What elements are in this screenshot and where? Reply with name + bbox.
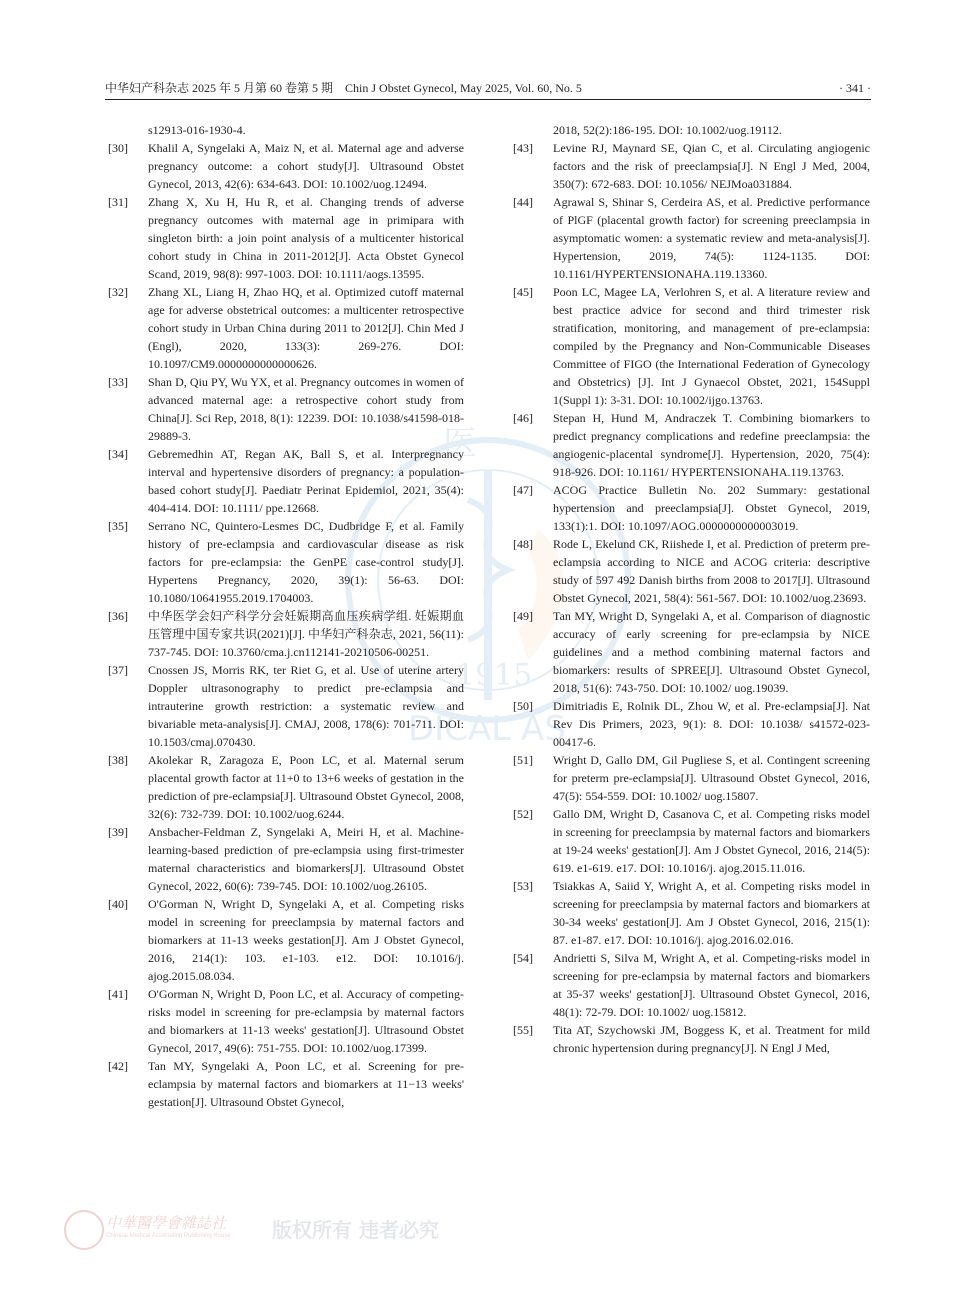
reference-text: Zhang X, Xu H, Hu R, et al. Changing trends of adverse pregnancy outcomes with maternal age in primipara with singleton birth: a join point analysis of a multicenter historical cohort study in China in 2011-2012[J]. Acta Obstet Gynecol Scand, 2019, 98(8): 997-1003. DOI: 10.1111/aogs.13595.: [148, 195, 464, 281]
reference-entry: [108, 823, 464, 895]
reference-number: [49]: [513, 609, 533, 623]
reference-text: Cnossen JS, Morris RK, ter Riet G, et al. Use of uterine artery Doppler ultrasonography to predict pre-eclampsia and intrauterine growth restriction: a systematic review and bivariable meta-analysis[J]. CMAJ, 2008, 178(6): 701-711. DOI: 10.1503/cmaj.070430.: [148, 663, 464, 749]
reference-entry: [108, 1057, 464, 1111]
reference-text: Agrawal S, Shinar S, Cerdeira AS, et al. Predictive performance of PlGF (placental growth factor) for screening preeclampsia in asymptomatic women: a systematic review and meta-analysis[J]. Hypertension, 2019, 74(5): 1124-1135. DOI: 10.1161/HYPERTENSIONAHA.119.13360.: [553, 195, 870, 281]
reference-number: [52]: [513, 807, 533, 821]
reference-text: 中华医学会妇产科学分会妊娠期高血压疾病学组. 妊娠期血压管理中国专家共识(2021)[J]. 中华妇产科杂志, 2021, 56(11): 737-745. DOI: 10.3760/cma.j.cn112141-20210506-00251.: [148, 609, 464, 659]
reference-number: [51]: [513, 753, 533, 767]
reference-number: [48]: [513, 537, 533, 551]
reference-entry: [108, 661, 464, 751]
reference-entry: [108, 895, 464, 985]
reference-number: [53]: [513, 879, 533, 893]
reference-entry: [108, 193, 464, 283]
watermark-year: 1915: [456, 658, 533, 693]
publisher-name-en: Chinese Medical Association Publishing House: [106, 1233, 231, 1239]
reference-number: [50]: [513, 699, 533, 713]
reference-entry: [513, 535, 870, 607]
reference-number: [45]: [513, 285, 533, 299]
reference-entry: [513, 877, 870, 949]
reference-number: [54]: [513, 951, 533, 965]
reference-number: [42]: [108, 1059, 128, 1073]
reference-text: Gebremedhin AT, Regan AK, Ball S, et al. Interpregnancy interval and hypertensive disorders of pregnancy: a population-based cohort study[J]. Paediatr Perinat Epidemiol, 2021, 35(4): 404-414. DOI: 10.1111/ ppe.12668.: [148, 447, 464, 515]
reference-text: ACOG Practice Bulletin No. 202 Summary: gestational hypertension and preeclampsia[J]. Obstet Gynecol, 2019, 133(1):1. DOI: 10.1097/AOG.0000000000003019.: [553, 483, 870, 533]
reference-text: Gallo DM, Wright D, Casanova C, et al. Competing risks model in screening for preeclampsia by maternal factors and biomarkers at 19-24 weeks' gestation[J]. Am J Obstet Gynecol, 2016, 214(5): 619. e1-619. e17. DOI: 10.1016/j. ajog.2015.11.016.: [553, 807, 870, 875]
reference-entry: [108, 139, 464, 193]
reference-text: Stepan H, Hund M, Andraczek T. Combining biomarkers to predict pregnancy complications and redefine preeclampsia: the angiogenic-placental syndrome[J]. Hypertension, 2020, 75(4): 918-926. DOI: 10.1161/ HYPERTENSIONAHA.119.13763.: [553, 411, 870, 479]
reference-text: Rode L, Ekelund CK, Riishede I, et al. Prediction of preterm pre-eclampsia according to NICE and ACOG criteria: descriptive study of 597 492 Danish births from 2008 to 2017[J]. Ultrasound Obstet Gynecol, 2021, 58(4): 561-567. DOI: 10.1002/uog.23693.: [553, 537, 870, 605]
reference-entry: [513, 751, 870, 805]
reference-text: Ansbacher-Feldman Z, Syngelaki A, Meiri H, et al. Machine-learning-based prediction of pre-eclampsia using first-trimester maternal characteristics and biomarkers[J]. Ultrasound Obstet Gynecol, 2022, 60(6): 739-745. DOI: 10.1002/uog.26105.: [148, 825, 464, 893]
reference-entry: [513, 283, 870, 409]
reference-entry: [513, 121, 870, 139]
reference-number: [33]: [108, 375, 128, 389]
reference-text: Tsiakkas A, Saiid Y, Wright A, et al. Competing risks model in screening for preeclampsia by maternal factors and biomarkers at 30-34 weeks' gestation[J]. Am J Obstet Gynecol, 2016, 215(1): 87. e1-87. e17. DOI: 10.1016/j. ajog.2016.02.016.: [553, 879, 870, 947]
running-header: [105, 79, 871, 97]
reference-entry: [108, 373, 464, 445]
reference-entry: [513, 139, 870, 193]
reference-entry: [513, 949, 870, 1021]
reference-number: [35]: [108, 519, 128, 533]
references-left-column: [108, 121, 464, 1111]
reference-entry: [108, 751, 464, 823]
reference-entry: [513, 193, 870, 283]
reference-text: Tan MY, Wright D, Syngelaki A, et al. Comparison of diagnostic accuracy of early screening for pre-eclampsia by NICE guidelines and a method combining maternal factors and biomarkers: results of SPREE[J]. Ultrasound Obstet Gynecol, 2018, 51(6): 743-750. DOI: 10.1002/ uog.19039.: [553, 609, 870, 695]
reference-text: Wright D, Gallo DM, Gil Pugliese S, et al. Contingent screening for preterm pre-eclampsia[J]. Ultrasound Obstet Gynecol, 2016, 47(5): 554-559. DOI: 10.1002/ uog.15807.: [553, 753, 870, 803]
reference-entry: [108, 283, 464, 373]
reference-number: [38]: [108, 753, 128, 767]
watermark-char: 医: [443, 424, 477, 464]
reference-text: Dimitriadis E, Rolnik DL, Zhou W, et al. Pre-eclampsia[J]. Nat Rev Dis Primers, 2023, 9(1): 8. DOI: 10.1038/ s41572-023-00417-6.: [553, 699, 870, 749]
reference-text: Khalil A, Syngelaki A, Maiz N, et al. Maternal age and adverse pregnancy outcome: a cohort study[J]. Ultrasound Obstet Gynecol, 2013, 42(6): 634-643. DOI: 10.1002/uog.12494.: [148, 141, 464, 191]
reference-entry: [513, 697, 870, 751]
reference-text: Tan MY, Syngelaki A, Poon LC, et al. Screening for pre-eclampsia by maternal factors and biomarkers at 11−13 weeks' gestation[J]. Ultrasound Obstet Gynecol,: [148, 1059, 464, 1109]
reference-text: s12913-016-1930-4.: [148, 123, 246, 137]
reference-number: [41]: [108, 987, 128, 1001]
reference-entry: [513, 805, 870, 877]
reference-entry: [108, 445, 464, 517]
reference-number: [34]: [108, 447, 128, 461]
page-number: · 341 ·: [839, 81, 871, 95]
reference-text: O'Gorman N, Wright D, Syngelaki A, et al. Competing risks model in screening for preeclampsia by maternal factors and biomarkers at 11-13 weeks gestation[J]. Am J Obstet Gynecol, 2016, 214(1): 103. e1-103. e12. DOI: 10.1016/j. ajog.2015.08.034.: [148, 897, 464, 983]
reference-text: Shan D, Qiu PY, Wu YX, et al. Pregnancy outcomes in women of advanced maternal age: a retrospective cohort study from China[J]. Sci Rep, 2018, 8(1): 12239. DOI: 10.1038/s41598-018-29889-3.: [148, 375, 464, 443]
reference-number: [32]: [108, 285, 128, 299]
watermark-latin: DICAL AS: [408, 709, 566, 749]
publisher-name-cn: 中華醫學會雜誌社: [106, 1216, 227, 1232]
reference-entry: [108, 121, 464, 139]
reference-number: [37]: [108, 663, 128, 677]
references-right-column: [513, 121, 870, 1057]
reference-text: Andrietti S, Silva M, Wright A, et al. Competing-risks model in screening for pre-eclampsia by maternal factors and biomarkers at 35-37 weeks' gestation[J]. Ultrasound Obstet Gynecol, 2016, 48(1): 72-79. DOI: 10.1002/ uog.15812.: [553, 951, 870, 1019]
reference-entry: [108, 985, 464, 1057]
reference-number: [30]: [108, 141, 128, 155]
reference-entry: [513, 481, 870, 535]
reference-entry: [513, 409, 870, 481]
reference-number: [46]: [513, 411, 533, 425]
reference-text: Levine RJ, Maynard SE, Qian C, et al. Circulating angiogenic factors and the risk of preeclampsia[J]. N Engl J Med, 2004, 350(7): 672-683. DOI: 10.1056/ NEJMoa031884.: [553, 141, 870, 191]
journal-citation: [105, 79, 582, 97]
reference-number: [39]: [108, 825, 128, 839]
reference-text: Zhang XL, Liang H, Zhao HQ, et al. Optimized cutoff maternal age for adverse obstetrical outcomes: a multicenter retrospective cohort study in Urban China during 2011 to 2012[J]. Chin Med J (Engl), 2020, 133(3): 269-276. DOI: 10.1097/CM9.0000000000000626.: [148, 285, 464, 371]
journal-name-cn: 中华妇产科杂志 2025 年 5 月第 60 卷第 5 期: [105, 81, 334, 95]
reference-number: [36]: [108, 609, 128, 623]
reference-entry: [108, 517, 464, 607]
reference-number: [31]: [108, 195, 128, 209]
reference-entry: [513, 1021, 870, 1057]
reference-text: Serrano NC, Quintero-Lesmes DC, Dudbridge F, et al. Family history of pre-eclampsia and cardiovascular disease as risk factors for pre-eclampsia: the GenPE case-control study[J]. Hypertens Pregnancy, 2020, 39(1): 56-63. DOI: 10.1080/10641955.2019.1704003.: [148, 519, 464, 605]
header-rule: [105, 99, 871, 100]
reference-number: [55]: [513, 1023, 533, 1037]
publisher-seal-icon: [64, 1210, 104, 1250]
reference-number: [43]: [513, 141, 533, 155]
reference-text: Akolekar R, Zaragoza E, Poon LC, et al. Maternal serum placental growth factor at 11+0 to 13+6 weeks of gestation in the prediction of pre-eclampsia[J]. Ultrasound Obstet Gynecol, 2008, 32(6): 732-739. DOI: 10.1002/uog.6244.: [148, 753, 464, 821]
reference-number: [44]: [513, 195, 533, 209]
reference-entry: [513, 607, 870, 697]
reference-number: [40]: [108, 897, 128, 911]
reference-text: 2018, 52(2):186-195. DOI: 10.1002/uog.19112.: [553, 123, 782, 137]
reference-entry: [108, 607, 464, 661]
publisher-logo: [60, 1206, 440, 1256]
reference-number: [47]: [513, 483, 533, 497]
journal-name-en: Chin J Obstet Gynecol, May 2025, Vol. 60, No. 5: [345, 81, 582, 95]
reference-text: Tita AT, Szychowski JM, Boggess K, et al. Treatment for mild chronic hypertension during pregnancy[J]. N Engl J Med,: [553, 1023, 870, 1055]
copyright-slogan: 版权所有 违者必究: [272, 1218, 439, 1242]
reference-text: Poon LC, Magee LA, Verlohren S, et al. A literature review and best practice advice for second and third trimester risk stratification, monitoring, and management of pre-eclampsia: compiled by the Pregnancy and Non-Communicable Diseases Committee of FIGO (the International Federation of Gynecology and Obstetrics) [J]. Int J Gynaecol Obstet, 2021, 154Suppl 1(Suppl 1): 3-31. DOI: 10.1002/ijgo.13763.: [553, 285, 870, 407]
reference-text: O'Gorman N, Wright D, Poon LC, et al. Accuracy of competing-risks model in screening for pre-eclampsia by maternal factors and biomarkers at 11-13 weeks' gestation[J]. Ultrasound Obstet Gynecol, 2017, 49(6): 751-755. DOI: 10.1002/uog.17399.: [148, 987, 464, 1055]
